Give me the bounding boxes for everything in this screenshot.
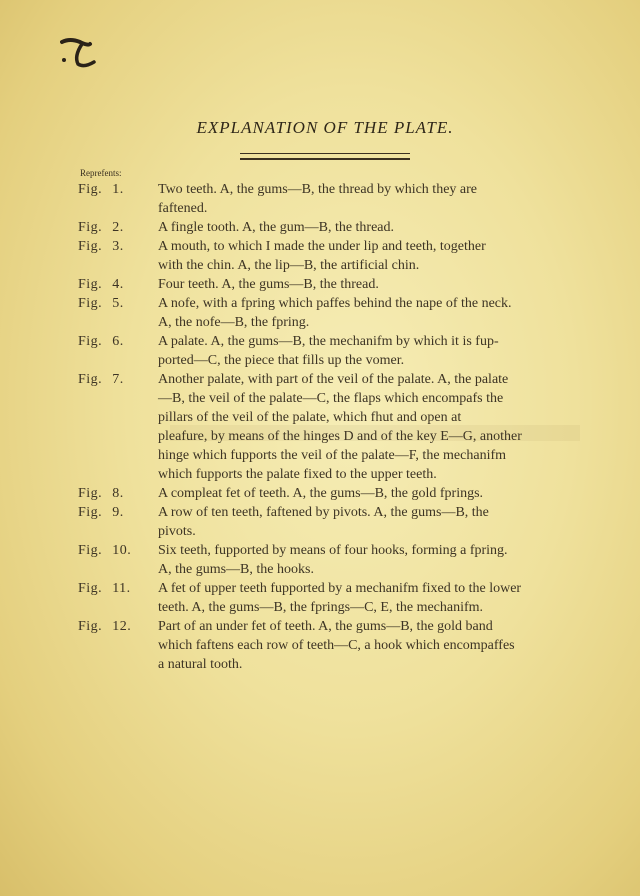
figure-word: Fig. (78, 619, 103, 634)
figure-description (158, 370, 591, 484)
handwritten-mark (60, 34, 104, 74)
description-line: which faftens each row of teeth—C, a hook which encompaffes (158, 638, 515, 653)
figure-label (78, 180, 148, 199)
figure-label (78, 218, 148, 237)
description-line: A nofe, with a fpring which paffes behind the nape of the neck. (158, 296, 512, 311)
figure-description (158, 503, 591, 541)
description-line: pleafure, by means of the hinges D and of the key E—G, another (158, 429, 522, 444)
figure-entry (0, 484, 640, 503)
figure-description (158, 294, 591, 332)
description-line: Two teeth. A, the gums—B, the thread by which they are (158, 182, 477, 197)
represents-label: Reprefents: (80, 168, 122, 178)
figure-word: Fig. (78, 182, 103, 197)
description-line: pillars of the veil of the palate, which fhut and open at (158, 410, 462, 425)
description-line: A palate. A, the gums—B, the mechanifm by which it is fup- (158, 334, 499, 349)
figure-number: 10. (112, 543, 132, 558)
figure-word: Fig. (78, 239, 103, 254)
title-rule (240, 153, 410, 160)
description-line: Six teeth, fupported by means of four hooks, forming a fpring. (158, 543, 508, 558)
figure-entry (0, 275, 640, 294)
figure-number: 7. (112, 372, 124, 387)
description-line: which fupports the palate fixed to the upper teeth. (158, 467, 437, 482)
figure-label (78, 275, 148, 294)
figure-label (78, 237, 148, 256)
figure-entry (0, 294, 640, 332)
figure-label (78, 579, 148, 598)
figure-entry (0, 579, 640, 617)
description-line: A compleat fet of teeth. A, the gums—B, the gold fprings. (158, 486, 484, 501)
figure-entry (0, 617, 640, 674)
figure-word: Fig. (78, 581, 103, 596)
description-line: A mouth, to which I made the under lip and teeth, together (158, 239, 486, 254)
description-line: with the chin. A, the lip—B, the artificial chin. (158, 258, 420, 273)
figure-number: 12. (112, 619, 132, 634)
figure-word: Fig. (78, 505, 103, 520)
description-line: Four teeth. A, the gums—B, the thread. (158, 277, 379, 292)
figure-label (78, 332, 148, 351)
description-line: hinge which fupports the veil of the palate—F, the mechanifm (158, 448, 507, 463)
figure-entry (0, 218, 640, 237)
figure-word: Fig. (78, 220, 103, 235)
figure-description (158, 218, 591, 237)
figure-word: Fig. (78, 296, 103, 311)
figure-entry (0, 332, 640, 370)
figure-word: Fig. (78, 543, 103, 558)
figure-number: 8. (112, 486, 124, 501)
description-line: A, the nofe—B, the fpring. (158, 315, 310, 330)
figure-label (78, 503, 148, 522)
description-line: pivots. (158, 524, 196, 539)
figure-word: Fig. (78, 372, 103, 387)
description-line: faftened. (158, 201, 208, 216)
figure-entry (0, 237, 640, 275)
figure-entry (0, 180, 640, 218)
description-line: a natural tooth. (158, 657, 243, 672)
description-line: ported—C, the piece that fills up the vomer. (158, 353, 405, 368)
figure-word: Fig. (78, 277, 103, 292)
figure-number: 3. (112, 239, 124, 254)
figure-label (78, 370, 148, 389)
figure-number: 11. (112, 581, 131, 596)
figure-label (78, 617, 148, 636)
figure-description (158, 484, 591, 503)
figure-entry (0, 541, 640, 579)
figure-number: 2. (112, 220, 124, 235)
figure-description (158, 275, 591, 294)
figure-word: Fig. (78, 486, 103, 501)
figure-number: 6. (112, 334, 124, 349)
description-line: A row of ten teeth, faftened by pivots. A, the gums—B, the (158, 505, 489, 520)
description-line: Part of an under fet of teeth. A, the gums—B, the gold band (158, 619, 493, 634)
figure-number: 9. (112, 505, 124, 520)
figure-entry (0, 503, 640, 541)
figure-description (158, 237, 591, 275)
figure-entry (0, 370, 640, 484)
figure-label (78, 294, 148, 313)
figure-word: Fig. (78, 334, 103, 349)
description-line: Another palate, with part of the veil of the palate. A, the palate (158, 372, 509, 387)
description-line: A fingle tooth. A, the gum—B, the thread. (158, 220, 395, 235)
figure-number: 4. (112, 277, 124, 292)
figure-description (158, 617, 591, 674)
figure-description (158, 541, 591, 579)
figure-number: 5. (112, 296, 124, 311)
figure-label (78, 541, 148, 560)
description-line: A, the gums—B, the hooks. (158, 562, 314, 577)
figure-description (158, 579, 591, 617)
page-title: EXPLANATION OF THE PLATE. (196, 118, 454, 137)
figure-number: 1. (112, 182, 124, 197)
figure-label (78, 484, 148, 503)
figure-list (0, 180, 640, 674)
figure-description (158, 180, 591, 218)
description-line: —B, the veil of the palate—C, the flaps which encompafs the (158, 391, 504, 406)
description-line: teeth. A, the gums—B, the fprings—C, E, the mechanifm. (158, 600, 484, 615)
description-line: A fet of upper teeth fupported by a mechanifm fixed to the lower (158, 581, 522, 596)
figure-description (158, 332, 591, 370)
